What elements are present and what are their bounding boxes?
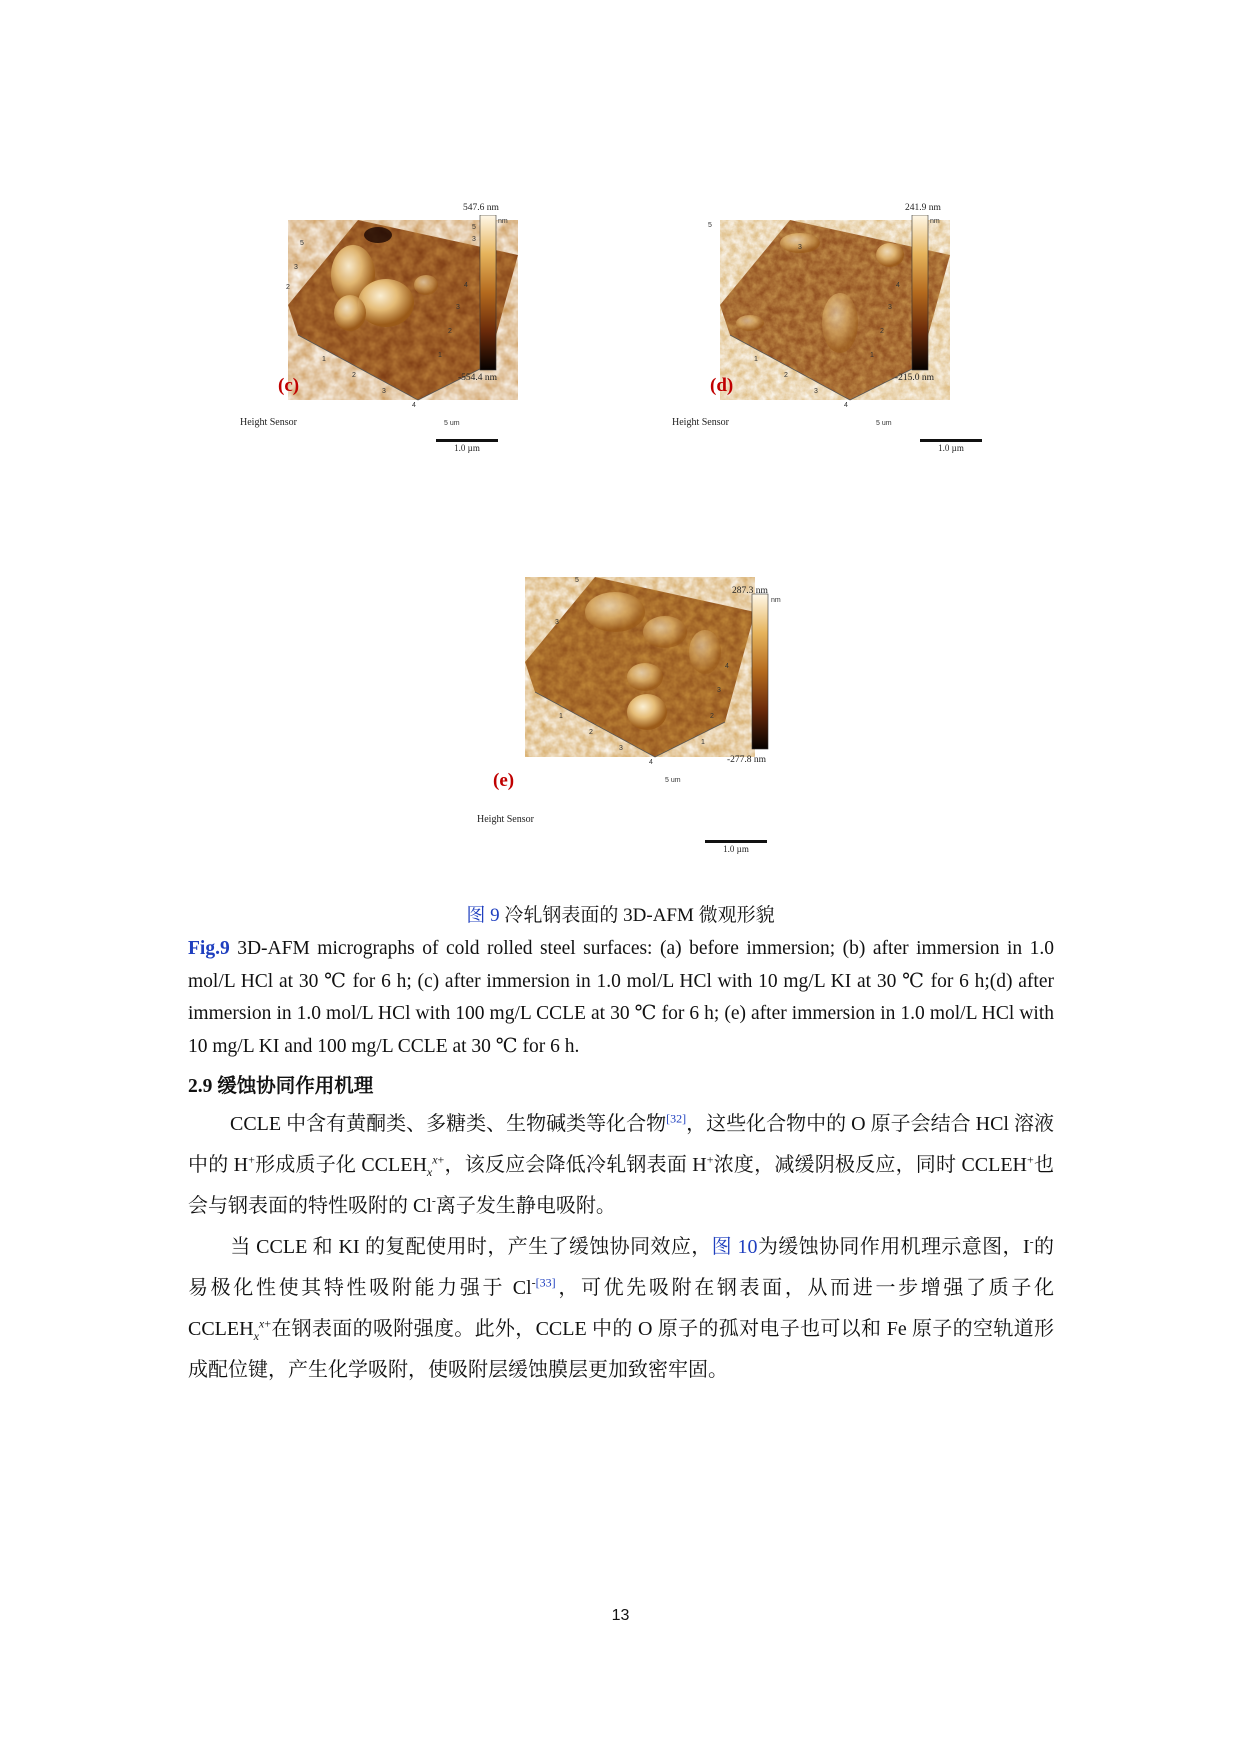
text-run: CCLE 中含有黄酮类、多糖类、生物碱类等化合物 — [230, 1113, 667, 1135]
scale-bar-label: 1.0 µm — [454, 443, 480, 453]
citation-link[interactable]: [32] — [666, 1111, 687, 1126]
svg-text:3: 3 — [456, 304, 460, 311]
afm-3d-surface-d — [690, 215, 1020, 505]
panel-label-d: (d) — [710, 375, 734, 396]
text-run: 形成质子化 CCLEH — [254, 1154, 427, 1176]
text-run: ，该反应会降低冷轧钢表面 H — [444, 1154, 707, 1176]
colorbar-max-label: 287.3 nm — [732, 586, 768, 596]
section-title: 缓蚀协同作用机理 — [217, 1076, 374, 1097]
svg-text:3: 3 — [382, 388, 386, 395]
svg-text:4: 4 — [649, 759, 653, 766]
panel-label-c: (c) — [278, 375, 300, 396]
caption-text-cn: 冷轧钢表面的 3D-AFM 微观形貌 — [504, 905, 775, 926]
svg-text:2: 2 — [286, 284, 290, 291]
afm-panel-d — [672, 203, 1020, 505]
svg-text:nm: nm — [771, 597, 781, 604]
citation-link[interactable]: [33] — [535, 1275, 556, 1290]
svg-text:3: 3 — [555, 619, 559, 626]
afm-panel-c — [240, 203, 588, 505]
figure-caption-cn — [0, 900, 1241, 927]
svg-text:1: 1 — [559, 713, 563, 720]
svg-text:2: 2 — [448, 328, 452, 335]
section-number: 2.9 — [188, 1076, 213, 1097]
scale-bar — [436, 439, 498, 442]
svg-text:4: 4 — [464, 282, 468, 289]
text-run: 当 CCLE 和 KI 的复配使用时，产生了缓蚀协同效应， — [230, 1236, 712, 1258]
svg-text:2: 2 — [880, 328, 884, 335]
svg-text:4: 4 — [725, 663, 729, 670]
figure-10-link[interactable]: 图 10 — [711, 1236, 758, 1258]
svg-text:5 um: 5 um — [444, 420, 460, 427]
svg-text:nm: nm — [498, 218, 508, 225]
scale-bar-label: 1.0 µm — [723, 844, 749, 854]
svg-text:3: 3 — [814, 388, 818, 395]
subscript-x: x — [426, 1165, 433, 1179]
text-run: 为缓蚀协同作用机理示意图，I — [757, 1236, 1030, 1258]
svg-text:3: 3 — [294, 264, 298, 271]
svg-text:2: 2 — [710, 713, 714, 720]
afm-3d-surface-c — [258, 215, 588, 505]
superscript-minus: - — [431, 1193, 436, 1208]
colorbar-max-label: 241.9 nm — [905, 203, 941, 213]
colorbar-min-label: -277.8 nm — [727, 755, 767, 765]
superscript-xplus: x+ — [432, 1152, 445, 1167]
paragraph-2 — [188, 1227, 1054, 1391]
svg-text:5: 5 — [300, 240, 304, 247]
svg-text:1: 1 — [701, 739, 705, 746]
svg-text:3: 3 — [472, 236, 476, 243]
svg-text:5 um: 5 um — [876, 420, 892, 427]
superscript-plus: + — [1027, 1152, 1034, 1167]
superscript-minus: - — [531, 1275, 536, 1290]
sensor-label: Height Sensor — [477, 814, 534, 825]
superscript-minus: - — [1029, 1234, 1034, 1249]
superscript-xplus: x+ — [258, 1316, 271, 1331]
svg-text:5: 5 — [575, 577, 579, 584]
superscript-plus: + — [706, 1152, 714, 1167]
svg-text:2: 2 — [352, 372, 356, 379]
text-run: ，这些化合物中的 O 原子会结合 HCl 溶液中的 H — [188, 1113, 1054, 1176]
text-run: 浓度，减缓阴极反应，同时 CCLEH — [713, 1154, 1027, 1176]
svg-text:5: 5 — [708, 222, 712, 229]
scale-bar — [920, 439, 982, 442]
scale-bar-label: 1.0 µm — [938, 443, 964, 453]
colorbar-min-label: -215.0 nm — [895, 373, 935, 383]
section-heading — [188, 1070, 373, 1098]
figure-number-cn[interactable]: 图 9 — [466, 905, 500, 926]
svg-text:1: 1 — [870, 352, 874, 359]
text-run: 离子发生静电吸附。 — [435, 1195, 616, 1217]
paragraph-1 — [188, 1104, 1054, 1227]
figure-caption-en — [188, 933, 1054, 1063]
svg-text:3: 3 — [798, 244, 802, 251]
svg-text:4: 4 — [412, 402, 416, 409]
superscript-plus: + — [248, 1152, 255, 1167]
svg-text:2: 2 — [589, 729, 593, 736]
sensor-label: Height Sensor — [240, 417, 297, 428]
afm-panel-e — [477, 572, 825, 862]
svg-text:5: 5 — [472, 224, 476, 231]
subscript-x: x — [253, 1329, 259, 1343]
text-run: 的易极化性使其特性吸附能力强于 Cl — [188, 1236, 1055, 1299]
svg-text:1: 1 — [322, 356, 326, 363]
text-run: 在钢表面的吸附强度。此外，CCLE 中的 O 原子的孤对电子也可以和 Fe 原子的空轨道形成配位键，产生化学吸附，使吸附层缓蚀膜层更加致密牢固。 — [188, 1318, 1054, 1381]
text-run: 也会与钢表面的特性吸附的 Cl — [188, 1154, 1054, 1217]
svg-text:3: 3 — [619, 745, 623, 752]
page-number: 13 — [611, 1607, 630, 1624]
sensor-label: Height Sensor — [672, 417, 729, 428]
colorbar-max-label: 547.6 nm — [463, 203, 499, 213]
svg-text:2: 2 — [784, 372, 788, 379]
svg-text:1: 1 — [438, 352, 442, 359]
panel-label-e: (e) — [493, 770, 515, 791]
text-run: ，可优先吸附在钢表面，从而进一步增强了质子化 CCLEH — [188, 1277, 1054, 1340]
svg-text:3: 3 — [717, 687, 721, 694]
svg-text:4: 4 — [896, 282, 900, 289]
svg-text:1: 1 — [754, 356, 758, 363]
scale-bar — [705, 840, 767, 843]
svg-text:5 um: 5 um — [665, 777, 681, 784]
caption-text-en: 3D-AFM micrographs of cold rolled steel surfaces: (a) before immersion; (b) after immersion in 1.0 mol/L HCl at 30 ℃ for 6 h; (c) after immersion in 1.0 mol/L HCl with 10 mg/L KI at 30 ℃ for 6 h;(d) after immersion in 1.0 mol/L HCl with 100 mg/L CCLE at 30 ℃ for 6 h; (e) after immersion in 1.0 mol/L HCl with 10 mg/L KI and 100 mg/L CCLE at 30 ℃ for 6 h. — [188, 938, 1054, 1057]
svg-text:nm: nm — [930, 218, 940, 225]
colorbar-min-label: -554.4 nm — [458, 373, 498, 383]
svg-text:3: 3 — [888, 304, 892, 311]
figure-number-en[interactable]: Fig.9 — [188, 938, 230, 959]
afm-3d-surface-e — [495, 572, 825, 862]
svg-text:4: 4 — [844, 402, 848, 409]
